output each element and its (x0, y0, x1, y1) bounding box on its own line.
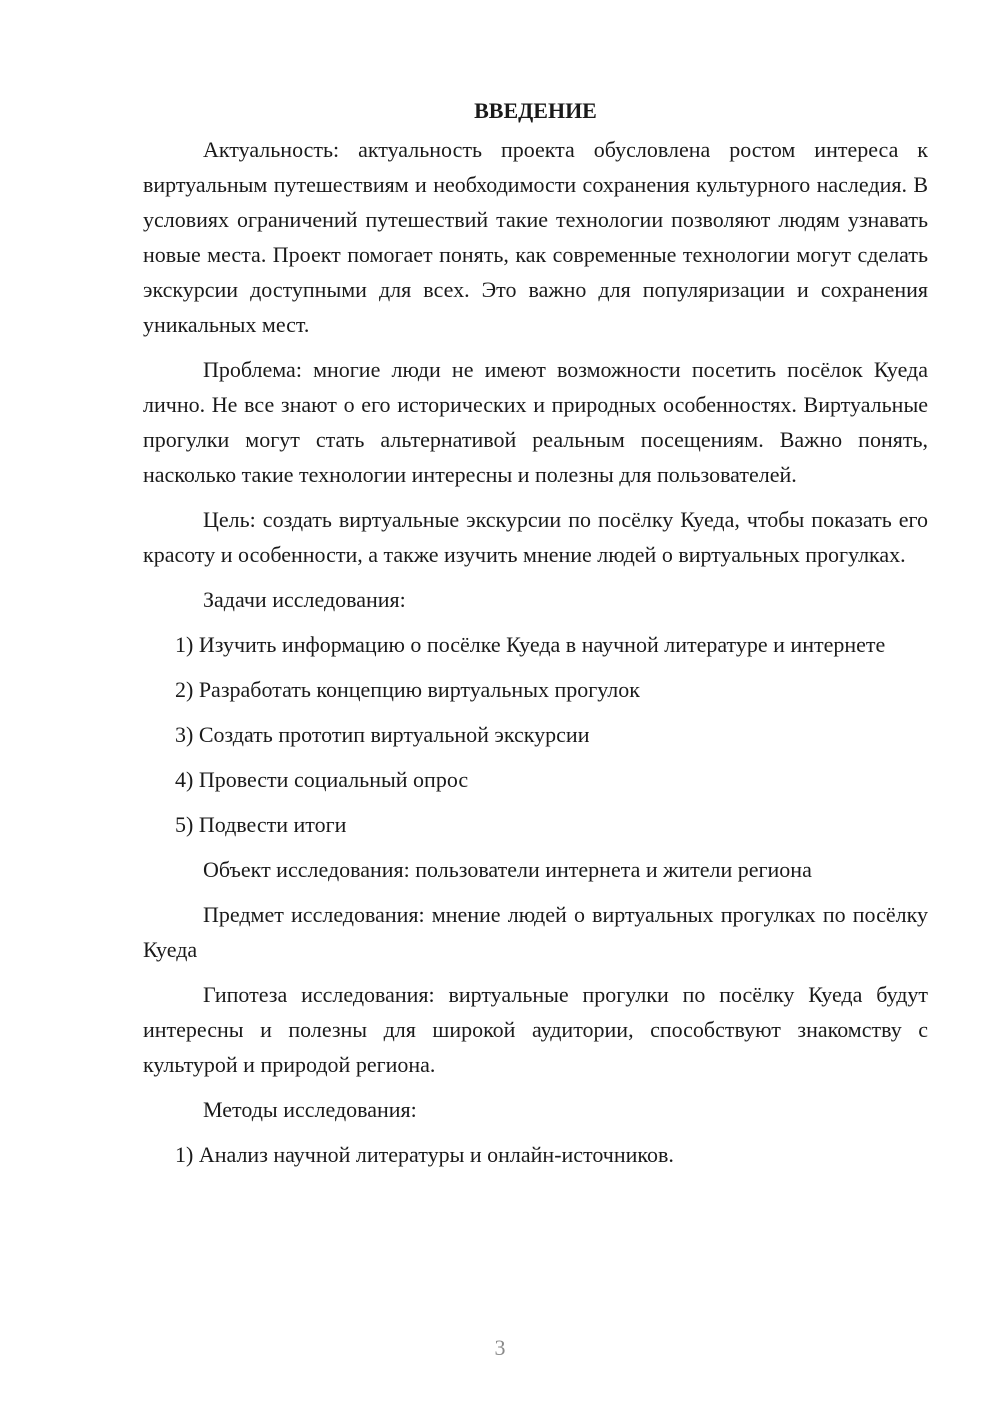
list-item: 2) Разработать концепцию виртуальных прогулок (175, 677, 640, 702)
list-item: 3) Создать прототип виртуальной экскурсии (175, 722, 590, 747)
object-paragraph: Объект исследования: пользователи интернета и жители региона (203, 857, 812, 882)
list-item: 4) Провести социальный опрос (175, 767, 469, 792)
list-item: 1) Изучить информацию о посёлке Куеда в научной литературе и интернете (175, 632, 886, 657)
methods-list (143, 1137, 928, 1172)
hypothesis-paragraph: Гипотеза исследования: виртуальные прогулки по посёлку Куеда будут интересны и полезны для широкой аудитории, способствуют знакомству с культурой и природой региона. (143, 982, 928, 1077)
document-page (143, 92, 928, 1172)
list-item: 1) Анализ научной литературы и онлайн-источников. (175, 1142, 674, 1167)
methods-heading: Методы исследования: (203, 1097, 417, 1122)
relevance-paragraph: Актуальность: актуальность проекта обусловлена ростом интереса к виртуальным путешествиям и необходимости сохранения культурного наследия. В условиях ограничений путешествий такие технологии позволяют людям узнавать новые места. Проект помогает понять, как современные технологии могут сделать экскурсии доступными для всех. Это важно для популяризации и сохранения уникальных мест. (143, 137, 928, 337)
problem-paragraph: Проблема: многие люди не имеют возможности посетить посёлок Куеда лично. Не все знают о его исторических и природных особенностях. Виртуальные прогулки могут стать альтернативой реальным посещениям. Важно понять, насколько такие технологии интересны и полезны для пользователей. (143, 357, 928, 487)
section-title: ВВЕДЕНИЕ (474, 98, 597, 123)
page-number: 3 (494, 1335, 506, 1360)
tasks-list (143, 627, 928, 842)
list-item: 5) Подвести итоги (175, 812, 347, 837)
tasks-heading: Задачи исследования: (203, 587, 406, 612)
subject-paragraph: Предмет исследования: мнение людей о виртуальных прогулках по посёлку Куеда (143, 902, 928, 962)
goal-paragraph: Цель: создать виртуальные экскурсии по посёлку Куеда, чтобы показать его красоту и особенности, а также изучить мнение людей о виртуальных прогулках. (143, 507, 928, 567)
